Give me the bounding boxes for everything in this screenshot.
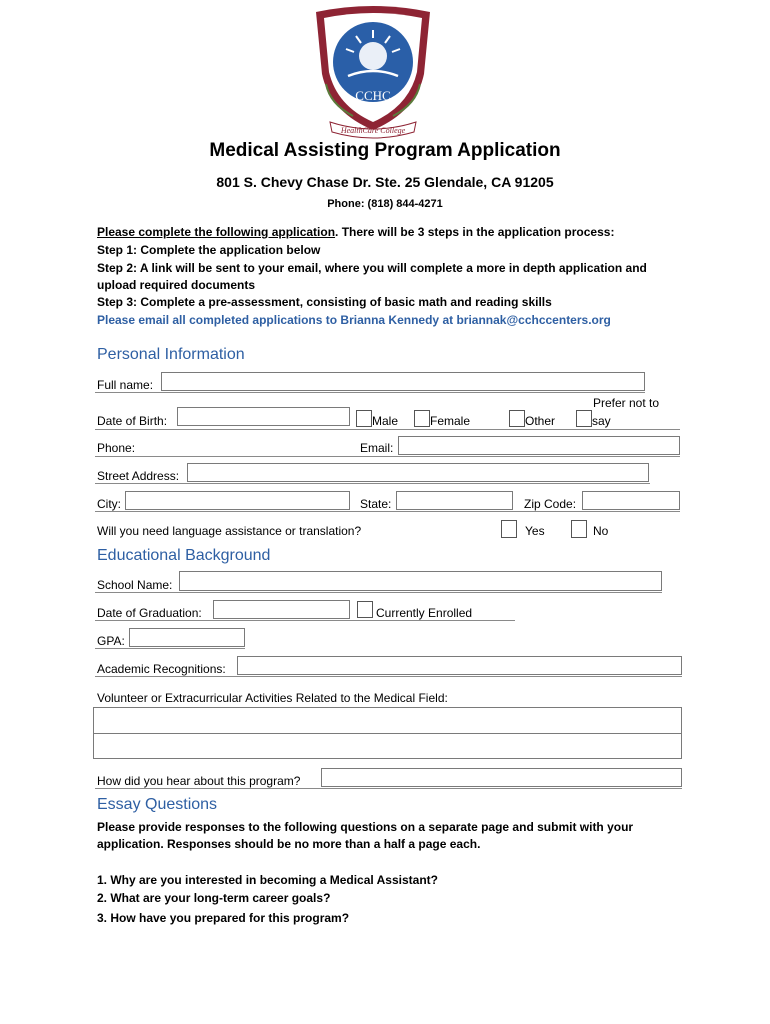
grad-date-label: Date of Graduation:: [97, 606, 202, 620]
street-field[interactable]: [187, 463, 649, 482]
divider: [95, 483, 650, 484]
state-label: State:: [360, 497, 392, 511]
personal-heading: Personal Information: [97, 346, 245, 363]
language-no-label: No: [593, 524, 609, 538]
other-label: Other: [525, 414, 556, 428]
page-title: Medical Assisting Program Application: [209, 140, 561, 161]
prefer-not-label: Prefer not to: [593, 396, 660, 410]
divider: [95, 511, 680, 512]
zip-label: Zip Code:: [524, 497, 577, 511]
education-heading: Educational Background: [97, 547, 271, 564]
school-field[interactable]: [179, 571, 662, 591]
dob-label: Date of Birth:: [97, 414, 168, 428]
gpa-label: GPA:: [97, 634, 125, 648]
female-label: Female: [430, 414, 471, 428]
prefer-not-label-2: say: [592, 414, 611, 428]
language-question: Will you need language assistance or translation?: [97, 524, 362, 538]
step-3: Step 3: Complete a pre-assessment, consisting of basic math and reading skills: [97, 295, 552, 309]
volunteer-field-1[interactable]: [93, 707, 682, 734]
language-no-checkbox[interactable]: [571, 520, 587, 538]
college-logo: [308, 4, 438, 142]
hear-about-label: How did you hear about this program?: [97, 774, 301, 788]
zip-field[interactable]: [582, 491, 680, 510]
street-label: Street Address:: [97, 469, 180, 483]
essay-instructions-2: application. Responses should be no more than a half a page each.: [97, 837, 481, 851]
full-name-field[interactable]: [161, 372, 645, 391]
svg-text:HealthCare College: HealthCare College: [340, 126, 406, 135]
volunteer-field-2[interactable]: [93, 733, 682, 759]
divider: [95, 788, 682, 789]
gpa-field[interactable]: [129, 628, 245, 647]
email-field[interactable]: [398, 436, 680, 455]
step-1: Step 1: Complete the application below: [97, 243, 321, 257]
currently-enrolled-checkbox[interactable]: [357, 601, 373, 618]
recognitions-field[interactable]: [237, 656, 682, 675]
divider: [95, 592, 662, 593]
grad-date-field[interactable]: [213, 600, 350, 619]
full-name-label: Full name:: [97, 378, 154, 392]
hear-about-field[interactable]: [321, 768, 682, 787]
step-2: Step 2: A link will be sent to your email, where you will complete a more in depth application and: [97, 261, 647, 275]
divider: [95, 676, 682, 677]
divider: [95, 392, 645, 393]
state-field[interactable]: [396, 491, 513, 510]
email-label: Email:: [360, 441, 394, 455]
address: 801 S. Chevy Chase Dr. Ste. 25 Glendale, CA 91205: [216, 174, 554, 190]
currently-enrolled-label: Currently Enrolled: [376, 606, 473, 620]
essay-question-1: 1. Why are you interested in becoming a Medical Assistant?: [97, 873, 438, 887]
essay-heading: Essay Questions: [97, 796, 218, 813]
divider: [95, 620, 515, 621]
city-label: City:: [97, 497, 121, 511]
essay-instructions: Please provide responses to the following questions on a separate page and submit with your: [97, 820, 634, 834]
language-yes-checkbox[interactable]: [501, 520, 517, 538]
dob-field[interactable]: [177, 407, 350, 426]
school-label: School Name:: [97, 578, 173, 592]
other-checkbox[interactable]: [509, 410, 525, 427]
city-field[interactable]: [125, 491, 350, 510]
phone-label: Phone:: [97, 441, 136, 455]
male-checkbox[interactable]: [356, 410, 372, 427]
female-checkbox[interactable]: [414, 410, 430, 427]
essay-question-3: 3. How have you prepared for this program?: [97, 911, 350, 925]
email-note: Please email all completed applications to Brianna Kennedy at briannak@cchccenters.org: [97, 313, 611, 327]
divider: [95, 648, 245, 649]
divider: [95, 429, 680, 430]
intro-lead: Please complete the following application. There will be 3 steps in the application process:: [97, 225, 615, 239]
phone-info: Phone: (818) 844-4271: [327, 198, 443, 210]
essay-question-2: 2. What are your long-term career goals?: [97, 891, 331, 905]
language-yes-label: Yes: [525, 524, 545, 538]
divider: [95, 456, 680, 457]
volunteer-label: Volunteer or Extracurricular Activities Related to the Medical Field:: [97, 691, 448, 705]
prefer-not-checkbox[interactable]: [576, 410, 592, 427]
step-2-cont: upload required documents: [97, 278, 256, 292]
svg-text:CCHC: CCHC: [355, 88, 391, 103]
recognitions-label: Academic Recognitions:: [97, 662, 226, 676]
male-label: Male: [372, 414, 399, 428]
